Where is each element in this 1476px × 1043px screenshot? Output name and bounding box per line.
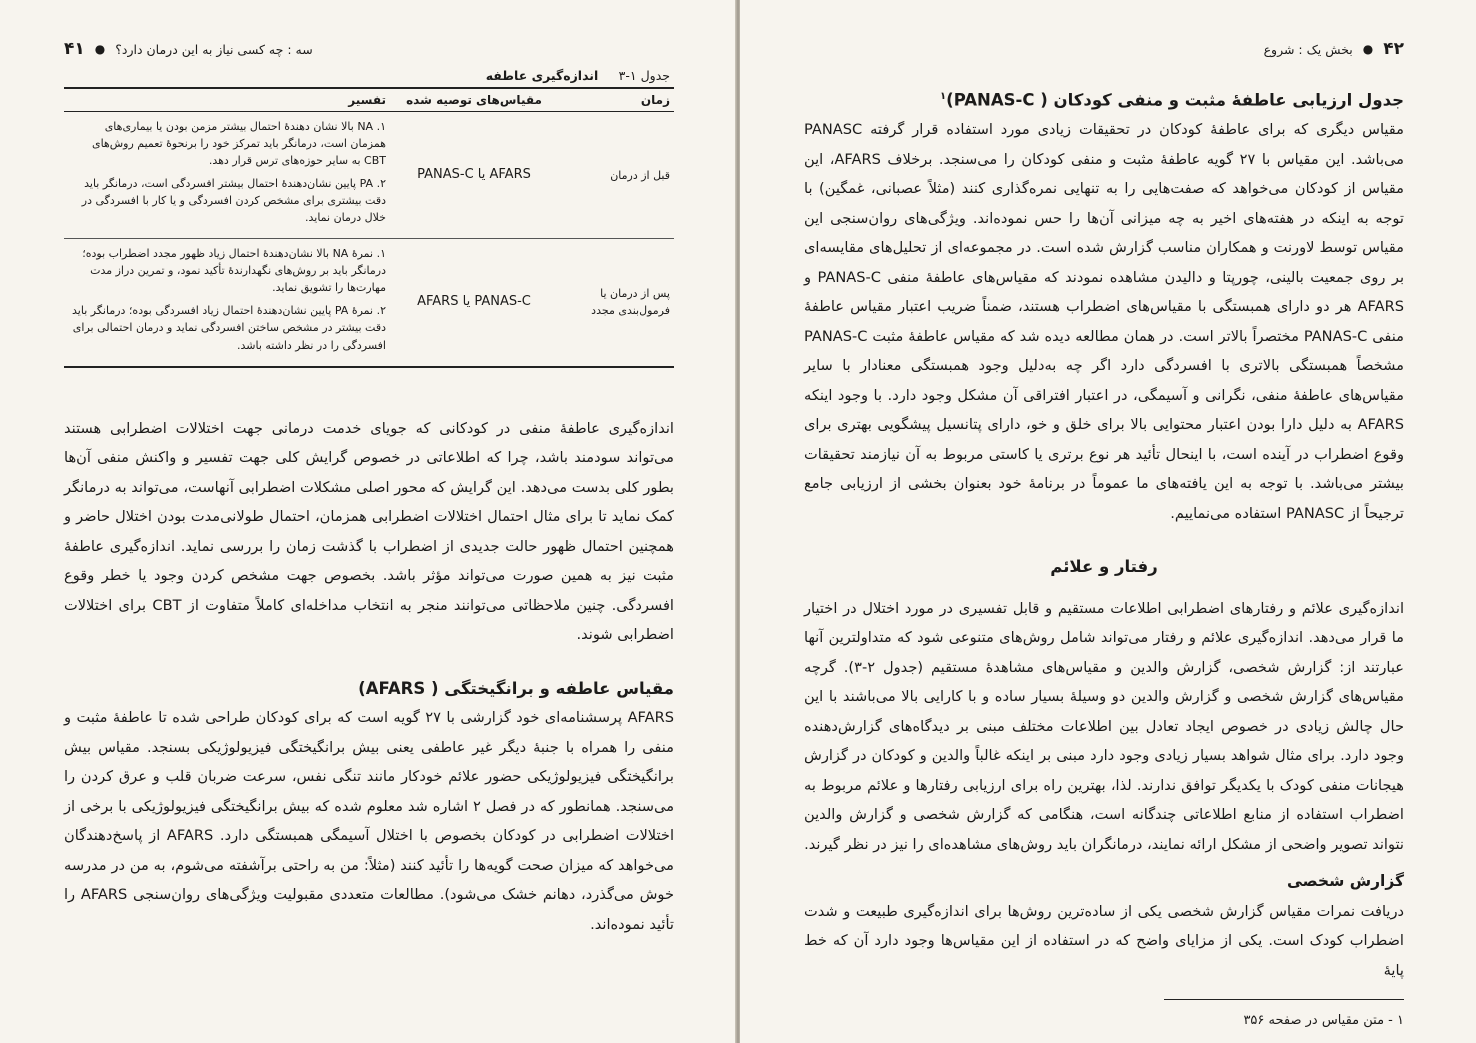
footnote-marker: ۱ — [940, 91, 947, 102]
table-cell-interpretation — [64, 112, 390, 239]
running-title: سه : چه کسی نیاز به این درمان دارد؟ — [115, 41, 313, 57]
left-page — [0, 0, 736, 1043]
right-page-header — [804, 34, 1404, 64]
right-body — [804, 82, 1404, 1036]
interpretation-item: ۲. PA پایین نشان‌دهندهٔ احتمال بیشتر افسردگی است، درمانگر باید دقت بیشتری برای مشخص کردن افسردگی و یا کار با افسردگی در خلال درمان نماید. — [81, 177, 386, 225]
table-header-interpretation: تفسیر — [64, 88, 390, 112]
page-number: ۴۲ — [1383, 39, 1404, 59]
bullet-icon: ● — [1362, 42, 1374, 56]
heading-panas-c — [804, 82, 1404, 115]
table-cell-time: پس از درمان یا فرمول‌بندی مجدد — [558, 239, 674, 367]
heading-behavior-symptoms: رفتار و علائم — [1050, 557, 1158, 576]
affect-measurement-table — [64, 87, 674, 368]
left-page-header — [64, 34, 674, 64]
table-header-time: زمان — [558, 88, 674, 112]
paragraph-afars: AFARS پرسشنامه‌ای خود گزارشی با ۲۷ گویه است که برای کودکان طراحی شده تا عاطفهٔ مثبت و منفی را همراه با جنبهٔ دیگر غیر عاطفی یعنی بیش برانگیختگی فیزیولوژیکی بسنجد. مقیاس بیش برانگیختگی فیزیولوژیکی حضور علائم خودکار مانند تنگی نفس، سرعت ضربان قلب و عرق کردن را می‌سنجد. همانطور که در فصل ۲ اشاره شد معلوم شده که بیش برانگیختگی فیزیولوژیکی با برخی از اختلالات اضطرابی در کودکان بخصوص با اختلال آسیمگی همبستگی دارد. AFARS از پاسخ‌دهندگان می‌خواهد که میزان صحت گویه‌ها را تأئید کنند (مثلاً: من به راحتی برآشفته می‌شوم، به من در مدرسه خوش می‌گذرد، دهانم خشک می‌شود). مطالعات متعددی مقبولیت ویژگی‌های روان‌سنجی AFARS را تأئید نموده‌اند. — [64, 709, 675, 933]
table-cell-scales: PANAS-C یا AFARS — [390, 112, 558, 239]
table-header-scales: مقیاس‌های توصیه شده — [390, 88, 558, 112]
table-caption — [64, 68, 674, 83]
table-cell-interpretation — [64, 239, 390, 367]
footnote-divider — [1164, 999, 1404, 1000]
bullet-icon: ● — [94, 42, 106, 56]
interpretation-item: ۲. نمرهٔ PA پایین نشان‌دهندهٔ احتمال زیاد افسردگی بوده؛ درمانگر باید دقت بیشتر در مشخص ساختن افسردگی نماید و درمان احتمالی برای افسردگی را در نظر داشته باشد. — [72, 304, 386, 352]
paragraph-negative-affect: اندازه‌گیری عاطفهٔ منفی در کودکانی که جویای خدمت درمانی جهت اختلالات اضطرابی هستند می‌تواند سودمند باشد، چرا که اطلاعاتی در خصوص گرایش کلی جهت تفسیر و واکنش منفی آن‌ها بطور کلی بدست می‌دهد. این گرایش که محور اصلی مشکلات اضطرابی آنهاست، می‌تواند به درمانگر کمک نماید تا برای مثال احتمال اختلالات اضطرابی همزمان، احتمال طولانی‌مدت بودن اختلال حاضر و همچنین احتمال ظهور حالت جدیدی از اضطراب با گذشت زمان را بررسی نماید. اندازه‌گیری عاطفهٔ مثبت نیز به همین صورت می‌تواند مؤثر باشد. بخصوص جهت مشخص کردن وجود یا خطر وقوع افسردگی. چنین ملاحظاتی می‌توانند منجر به انتخاب مداخله‌ای کاملاً متفاوت از CBT برای اختلالات اضطرابی شوند. — [64, 419, 674, 644]
table-caption-title: اندازه‌گیری عاطفه — [485, 68, 599, 83]
interpretation-item: ۱. NA بالا نشان دهندهٔ احتمال بیشتر مزمن بودن یا بیماری‌های همزمان است، درمانگر باید تمرکز خود را برنحوهٔ تعمیم روش‌های CBT به سایر حوزه‌های ترس قرار دهد. — [91, 120, 386, 168]
paragraph-self-report: دریافت نمرات مقیاس گزارش شخصی یکی از ساده‌ترین روش‌ها برای اندازه‌گیری طبیعت و شدت اضطراب کودک است. یکی از مزایای واضح که در استفاده از این مقیاس‌ها وجود دارد آن که خط پایهٔ — [804, 902, 1404, 979]
left-body — [64, 414, 674, 940]
footnote: ۱ - متن مقیاس در صفحه ۳۵۶ — [1243, 1013, 1404, 1028]
running-title: بخش یک : شروع — [1263, 41, 1353, 57]
paragraph-panas-c: مقیاس دیگری که برای عاطفهٔ کودکان در تحقیقات زیادی مورد استفاده قرار گرفته PANASC می‌باشد. این مقیاس با ۲۷ گویه عاطفهٔ مثبت و منفی کودکان را می‌سنجد. برخلاف AFARS، این مقیاس از کودکان می‌خواهد که صفت‌هایی را به تنهایی نمره‌گذاری کنند (مثلاً عصبانی، غمگین) با توجه به اینکه در هفته‌های اخیر به چه میزانی آن‌ها را حس نموده‌اند. ویژگی‌های روان‌سنجی این مقیاس توسط لاورنت و همکاران مناسب گزارش شده است. در مجموعه‌ای از تحلیل‌های مقایسه‌ای بر روی جمعیت بالینی، چورپتا و دالیدن مشاهده نمودند که مقیاس‌های عاطفهٔ منفی PANAS-C و AFARS هر دو دارای همبستگی با مقیاس‌های اضطراب هستند، ضمناً ضریب اعتبار مقیاس عاطفهٔ منفی PANAS-C مختصراً بالاتر است. در همان مطالعه دیده شد که مقیاس عاطفهٔ مثبت PANAS-C مشخصاً همبستگی بالاتری با افسردگی دارد اگر چه به‌دلیل وجود همبستگی معنادار با سایر مقیاس‌های عاطفهٔ منفی، نگرانی و آسیمگی، در اعتبار افتراقی آن مشکل وجود دارد. با وجود اینکه AFARS به دلیل دارا بودن اعتبار محتوایی بالا برای خلق و خو، دارای پتانسیل پیشگویی بهتری برای وقوع اضطراب در آینده است، با اینحال تأئید هر نوع برتری یا کاستی مربوط به آن نیازمند تحقیقات بیشتر می‌باشد. با توجه به این یافته‌های ما عموماً در برنامهٔ خود بعنوان بخشی از ارزیابی جامع ترجیحاً از PANASC استفاده می‌نماییم. — [804, 121, 1405, 522]
heading-panas-c-text: جدول ارزیابی عاطفهٔ مثبت و منفی کودکان ( PANAS-C) — [946, 90, 1404, 110]
page-number: ۴۱ — [64, 39, 85, 59]
interpretation-item: ۱. نمرهٔ NA بالا نشان‌دهندهٔ احتمال زیاد ظهور مجدد اضطراب بوده؛ درمانگر باید بر روش‌های نگهدارندهٔ تأکید نمود، و تمرین دراز مدت مهارت‌ها را تشویق نماید. — [82, 247, 386, 295]
paragraph-behavior: اندازه‌گیری علائم و رفتارهای اضطرابی اطلاعات مستقیم و قابل تفسیری در مورد اختلال در اختیار ما قرار می‌دهد. اندازه‌گیری علائم و رفتار می‌تواند شامل روش‌های متنوعی شود که متداولترین آنها عبارتند از: گزارش شخصی، گزارش والدین و مقیاس‌های مشاهدهٔ مستقیم (جدول ۲-۳). گرچه مقیاس‌های گزارش شخصی و گزارش والدین دو وسیلهٔ بسیار ساده و با کارایی بالا می‌باشند با این حال چالش زیادی در خصوص ایجاد تعادل بین اطلاعات مختلف مبنی بر دیدگاه‌های گزارش‌دهنده وجود دارد. برای مثال شواهد بسیار زیادی وجود دارد مبنی بر اینکه غالباً والدین و کودکان در گزارش هیجانات منفی کودک با یکدیگر توافق ندارند. لذا، بهترین راه برای ارزیابی رفتارها و علائم مربوط به اضطراب استفاده از منابع اطلاعاتی چندگانه است، هنگامی که گزارش شخصی و گزارش والدین نتواند تصویر واضحی از مشکل ارائه نمایند، درمانگران باید روش‌های مشاهده‌ای را نیز در نظر گیرند. — [804, 599, 1404, 853]
table-caption-number: جدول ۱-۳ — [618, 68, 670, 83]
table-cell-scales: AFARS یا PANAS-C — [390, 239, 558, 367]
heading-afars: مقیاس عاطفه و برانگیختگی ( AFARS) — [358, 678, 674, 698]
table-row — [64, 239, 674, 367]
table-row — [64, 112, 674, 239]
right-page — [740, 0, 1476, 1043]
table-cell-time: قبل از درمان — [558, 112, 674, 239]
heading-self-report: گزارش شخصی — [1286, 872, 1404, 890]
